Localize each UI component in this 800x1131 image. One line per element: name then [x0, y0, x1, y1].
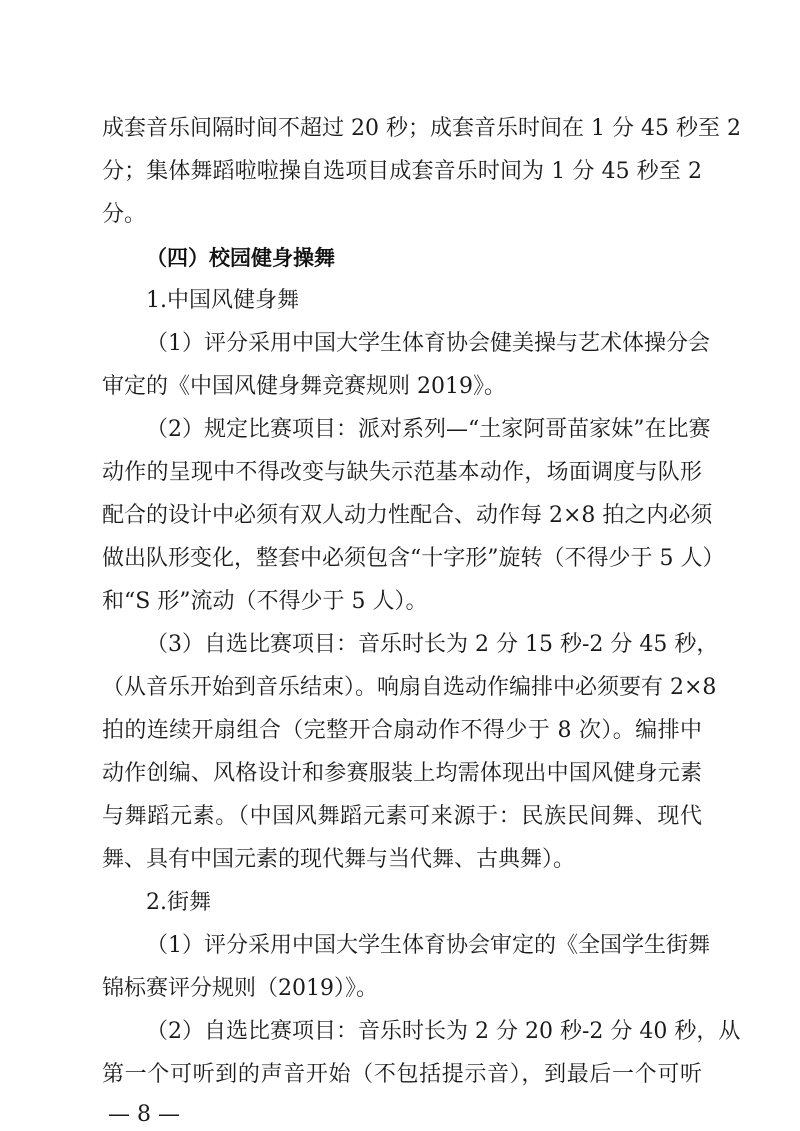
text-line: 做出队形变化，整套中必须包含“十字形”旋转（不得少于 5 人）	[102, 546, 725, 571]
text-line: 拍的连续开扇组合（完整开合扇动作不得少于 8 次）。编排中	[102, 718, 702, 743]
text-line: 和“S 形”流动（不得少于 5 人）。	[102, 589, 428, 614]
text-line: （1）评分采用中国大学生体育协会审定的《全国学生街舞	[146, 933, 710, 958]
text-line: 分。	[102, 202, 147, 227]
text-line: 成套音乐间隔时间不超过 20 秒；成套音乐时间在 1 分 45 秒至 2	[102, 116, 741, 141]
text-line: 配合的设计中必须有双人动力性配合、动作每 2×8 拍之内必须	[102, 503, 713, 528]
text-line: （1）评分采用中国大学生体育协会健美操与艺术体操分会	[146, 331, 710, 356]
text-line: （从音乐开始到音乐结束）。响扇自选动作编排中必须要有 2×8	[102, 675, 717, 700]
text-line: 分；集体舞蹈啦啦操自选项目成套音乐时间为 1 分 45 秒至 2	[102, 159, 702, 184]
text-line: （2）自选比赛项目：音乐时长为 2 分 20 秒-2 分 40 秒，从	[146, 1019, 741, 1044]
text-line: 审定的《中国风健身舞竞赛规则 2019》。	[102, 374, 506, 399]
text-line: 动作的呈现中不得改变与缺失示范基本动作，场面调度与队形	[102, 460, 702, 485]
text-line: （2）规定比赛项目：派对系列—“土家阿哥苗家妹”在比赛	[146, 417, 711, 442]
text-line: 第一个可听到的声音开始（不包括提示音），到最后一个可听	[102, 1062, 702, 1087]
text-line: 锦标赛评分规则（2019）》。	[102, 976, 378, 1001]
text-line: （3）自选比赛项目：音乐时长为 2 分 15 秒-2 分 45 秒，	[146, 632, 719, 657]
subsection-title: 1.中国风健身舞	[146, 288, 299, 313]
page-number: — 8 —	[108, 1102, 180, 1127]
text-line: 舞、具有中国元素的现代舞与当代舞、古典舞）。	[102, 847, 576, 872]
text-line: 动作创编、风格设计和参赛服装上均需体现出中国风健身元素	[102, 761, 702, 786]
subsection-title: 2.街舞	[146, 890, 211, 915]
section-heading: （四）校园健身操舞	[146, 246, 335, 270]
text-line: 与舞蹈元素。（中国风舞蹈元素可来源于：民族民间舞、现代	[102, 804, 702, 829]
